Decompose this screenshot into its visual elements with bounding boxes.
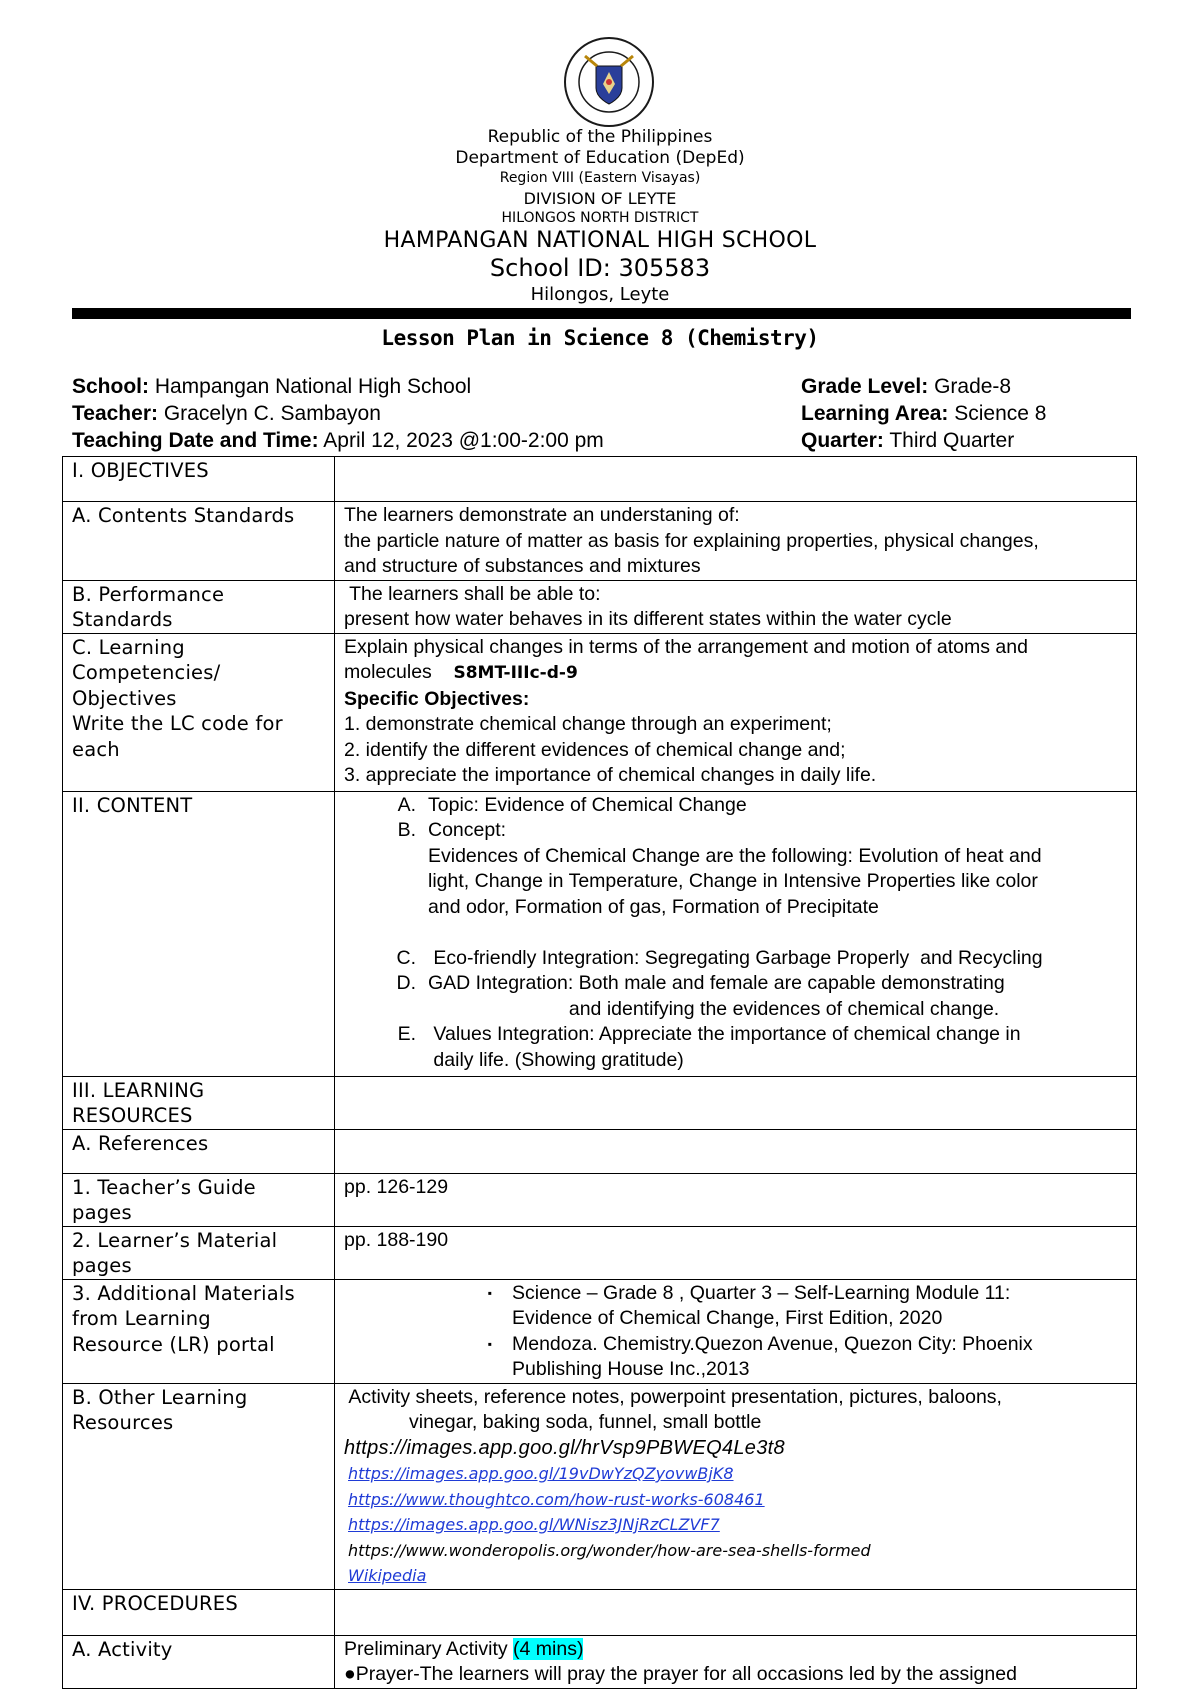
learners-material-label: 2. Learner’s Material pages xyxy=(63,1226,335,1279)
header-divider xyxy=(72,308,1131,319)
learners-material-value: pp. 188-190 xyxy=(335,1226,1137,1279)
table-row xyxy=(63,1226,1137,1279)
header-department: Department of Education (DepEd) xyxy=(455,148,745,168)
lesson-plan-table xyxy=(62,456,1137,1689)
references-label: A. References xyxy=(63,1129,335,1173)
specific-objectives-label: Specific Objectives: xyxy=(344,687,530,710)
table-row xyxy=(63,1279,1137,1383)
objectives-label: I. OBJECTIVES xyxy=(63,457,335,502)
header-republic: Republic of the Philippines xyxy=(487,127,713,147)
resource-url-text: https://images.app.goo.gl/hrVsp9PBWEQ4Le3t8 xyxy=(344,1436,785,1459)
table-row xyxy=(63,580,1137,633)
activity-label: A. Activity xyxy=(63,1635,335,1688)
procedures-label: IV. PROCEDURES xyxy=(63,1589,335,1635)
info-grade-level: Grade Level: Grade-8 xyxy=(801,375,1012,398)
list-item: ▪ Science – Grade 8 , Quarter 3 – Self-Learning Module 11: Evidence of Chemical Change, First Edition, 2020 xyxy=(487,1281,1011,1329)
activity-value: Preliminary Activity (4 mins) ●Prayer-The learners will pray the prayer for all occasions led by the assigned xyxy=(335,1635,1137,1688)
list-item: B. Concept: Evidences of Chemical Change are the following: Evolution of heat and light, Change in Temperature, Change in Intensive Properties like color and odor, Formation of gas, Formation of Precipitate xyxy=(397,819,1042,918)
table-row xyxy=(63,457,1137,502)
resource-link[interactable]: https://images.app.goo.gl/WNisz3JNjRzCLZVF7 xyxy=(348,1515,720,1534)
content-value xyxy=(335,791,1137,1076)
table-row xyxy=(63,791,1137,1076)
list-item: A. Topic: Evidence of Chemical Change xyxy=(397,793,747,816)
wikipedia-link[interactable]: Wikipedia xyxy=(348,1566,427,1585)
table-row xyxy=(63,633,1137,791)
info-quarter: Quarter: Third Quarter xyxy=(801,429,1015,452)
list-item: and identifying the evidences of chemical change. xyxy=(428,997,1000,1020)
table-row xyxy=(63,502,1137,581)
other-resources-label: B. Other Learning Resources xyxy=(63,1383,335,1589)
list-item: C. Eco-friendly Integration: Segregating Garbage Properly and Recycling xyxy=(396,946,1043,969)
header-division: DIVISION OF LEYTE xyxy=(523,189,677,208)
learning-competencies-label: C. Learning Competencies/ Objectives Write the LC code for each xyxy=(63,633,335,791)
content-standards-label: A. Contents Standards xyxy=(63,502,335,581)
additional-materials-value xyxy=(335,1279,1137,1383)
page-title: Lesson Plan in Science 8 (Chemistry) xyxy=(381,326,819,350)
list-item: D. GAD Integration: Both male and female are capable demonstrating xyxy=(396,972,1005,994)
header-district: HILONGOS NORTH DISTRICT xyxy=(501,210,699,226)
header-school-name: HAMPANGAN NATIONAL HIGH SCHOOL xyxy=(383,228,817,253)
header-school-id: School ID: 305583 xyxy=(489,254,711,282)
resource-link[interactable]: https://www.thoughtco.com/how-rust-works-608461 xyxy=(348,1489,765,1509)
resource-url-text: https://www.wonderopolis.org/wonder/how-are-sea-shells-formed xyxy=(348,1540,871,1560)
table-row xyxy=(63,1589,1137,1635)
list-item: 2. identify the different evidences of chemical change and; xyxy=(344,738,846,761)
performance-standards-label: B. Performance Standards xyxy=(63,580,335,633)
list-item: 1. demonstrate chemical change through an experiment; xyxy=(344,713,832,735)
list-item: 3. appreciate the importance of chemical changes in daily life. xyxy=(344,764,877,786)
content-label: II. CONTENT xyxy=(63,791,335,1076)
table-row xyxy=(63,1635,1137,1688)
learning-resources-label: III. LEARNING RESOURCES xyxy=(63,1076,335,1129)
deped-seal-logo xyxy=(563,36,655,128)
info-teacher: Teacher: Gracelyn C. Sambayon xyxy=(72,402,381,425)
teachers-guide-label: 1. Teacher’s Guide pages xyxy=(63,1173,335,1226)
additional-materials-label: 3. Additional Materials from Learning Resource (LR) portal xyxy=(63,1279,335,1383)
table-row xyxy=(63,1129,1137,1173)
lc-code: S8MT-IIIc-d-9 xyxy=(453,663,578,683)
learning-competencies-value: Explain physical changes in terms of the arrangement and motion of atoms and molecules S8MT-IIIc-d-9 Specific Objectives: 1. demonstrate chemical change through an experiment; 2. identify the different evidences of chemical change and; 3. appreciate the importance of chemical changes in daily life. xyxy=(335,633,1137,791)
info-learning-area: Learning Area: Science 8 xyxy=(801,402,1047,425)
teachers-guide-value: pp. 126-129 xyxy=(335,1173,1137,1226)
other-resources-value: Activity sheets, reference notes, powerpoint presentation, pictures, baloons, vinegar, baking soda, funnel, small bottle https://images.app.goo.gl/hrVsp9PBWEQ4Le3t8 https://images.app.goo.gl/19vDwYzQZyovwBjK8 https://www.thoughtco.com/how-rust-works-608461 https://images.app.goo.gl/WNisz3JNjRzCLZVF7 https://www.wonderopolis.org/wonder/how-are-sea-shells-formed Wikipedia xyxy=(335,1383,1137,1589)
performance-standards-value: The learners shall be able to: present how water behaves in its different states within the water cycle xyxy=(335,580,1137,633)
table-row xyxy=(63,1076,1137,1129)
header-region: Region VIII (Eastern Visayas) xyxy=(499,170,701,186)
list-item: ▪ Mendoza. Chemistry.Quezon Avenue, Quezon City: Phoenix Publishing House Inc.,2013 xyxy=(487,1332,1033,1380)
time-highlight: (4 mins) xyxy=(513,1637,584,1660)
info-school: School: Hampangan National High School xyxy=(72,375,472,398)
info-date-time: Teaching Date and Time: April 12, 2023 @1:00-2:00 pm xyxy=(72,429,604,452)
content-standards-value: The learners demonstrate an understaning of: the particle nature of matter as basis for explaining properties, physical changes, and structure of substances and mixtures xyxy=(335,502,1137,581)
header-location: Hilongos, Leyte xyxy=(530,284,670,305)
table-row xyxy=(63,1383,1137,1589)
table-row xyxy=(63,1173,1137,1226)
resource-link[interactable]: https://images.app.goo.gl/19vDwYzQZyovwBjK8 xyxy=(348,1464,734,1483)
list-item: E. Values Integration: Appreciate the importance of chemical change in daily life. (Showing gratitude) xyxy=(397,1023,1021,1071)
